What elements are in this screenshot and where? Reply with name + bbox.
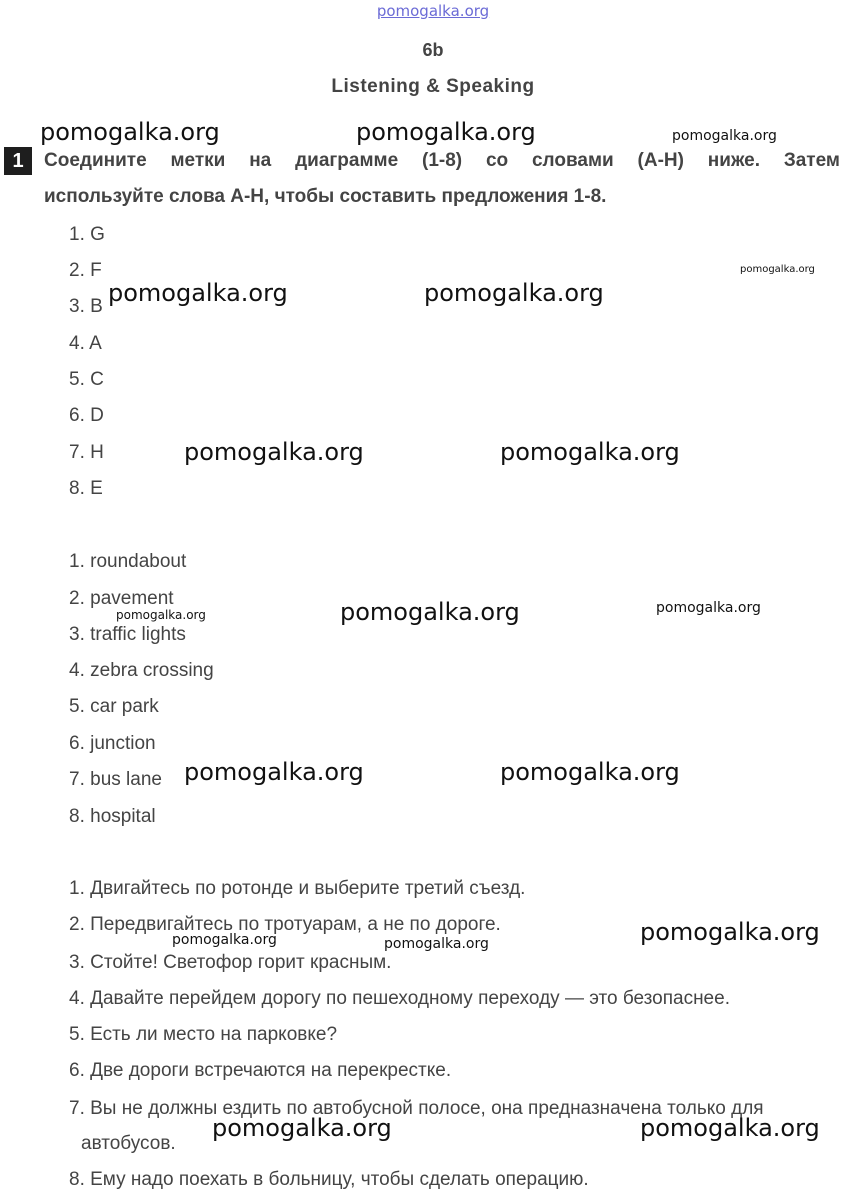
section-title: Listening & Speaking	[331, 76, 535, 97]
watermark: pomogalka.org	[656, 600, 761, 616]
watermark: pomogalka.org	[212, 1114, 392, 1142]
list-item: 6. Две дороги встречаются на перекрестке.	[69, 1060, 452, 1081]
list-item: 5. C	[69, 369, 104, 390]
watermark: pomogalka.org	[108, 279, 288, 307]
list-item: 4. zebra crossing	[69, 660, 214, 681]
exercise-instruction-line1: Соедините метки на диаграмме (1-8) со словами (А-Н) ниже. Затем	[44, 150, 840, 171]
list-item: 7. Вы не должны ездить по автобусной полосе, она предназначена только для	[69, 1098, 764, 1119]
watermark: pomogalka.org	[184, 758, 364, 786]
watermark: pomogalka.org	[172, 932, 277, 948]
list-item: 2. Передвигайтесь по тротуарам, а не по дороге.	[69, 914, 501, 935]
list-item: 8. Ему надо поехать в больницу, чтобы сделать операцию.	[69, 1169, 589, 1190]
watermark: pomogalka.org	[672, 128, 777, 144]
exercise-instruction-line2: используйте слова А-Н, чтобы составить предложения 1-8.	[44, 186, 607, 207]
list-item: 3. traffic lights	[69, 624, 186, 645]
list-item: 7. bus lane	[69, 769, 162, 790]
list-item: 6. D	[69, 405, 104, 426]
watermark: pomogalka.org	[356, 118, 536, 146]
watermark: pomogalka.org	[740, 264, 815, 275]
watermark: pomogalka.org	[40, 118, 220, 146]
list-item: 2. F	[69, 260, 102, 281]
site-link[interactable]: pomogalka.org	[376, 2, 490, 20]
list-item: 8. E	[69, 478, 103, 499]
list-item: 5. Есть ли место на парковке?	[69, 1024, 338, 1045]
watermark: pomogalka.org	[340, 598, 520, 626]
list-item: 4. A	[69, 333, 102, 354]
unit-title: 6b	[422, 40, 444, 60]
watermark: pomogalka.org	[424, 279, 604, 307]
list-item: 5. car park	[69, 696, 159, 717]
watermark: pomogalka.org	[640, 1114, 820, 1142]
list-item: 8. hospital	[69, 806, 156, 827]
list-item: 1. Двигайтесь по ротонде и выберите третий съезд.	[69, 878, 526, 899]
watermark: pomogalka.org	[500, 758, 680, 786]
list-item: 1. roundabout	[69, 551, 187, 572]
list-item-continuation: автобусов.	[81, 1133, 176, 1154]
watermark: pomogalka.org	[640, 918, 820, 946]
watermark: pomogalka.org	[500, 438, 680, 466]
list-item: 7. H	[69, 442, 104, 463]
list-item: 4. Давайте перейдем дорогу по пешеходному переходу — это безопаснее.	[69, 988, 730, 1009]
list-item: 1. G	[69, 224, 105, 245]
watermark: pomogalka.org	[384, 936, 489, 952]
watermark: pomogalka.org	[116, 608, 206, 622]
list-item: 6. junction	[69, 733, 156, 754]
list-item: 3. Стойте! Светофор горит красным.	[69, 952, 392, 973]
watermark: pomogalka.org	[184, 438, 364, 466]
list-item: 3. B	[69, 296, 103, 317]
exercise-number-badge: 1	[4, 147, 32, 175]
list-item: 2. pavement	[69, 588, 174, 609]
